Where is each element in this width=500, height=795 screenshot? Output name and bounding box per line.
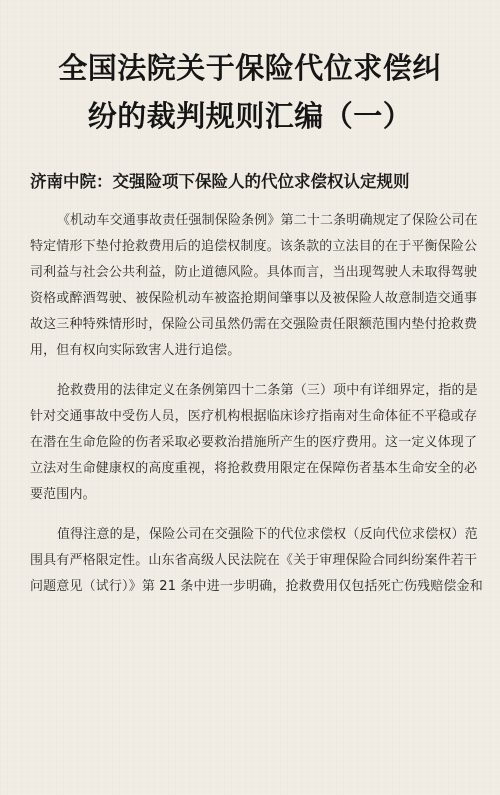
paragraph-line: 特定情形下垫付抢救费用后的追偿权制度。该条款的立法目的在于平衡保险公 [30, 239, 478, 254]
paragraph-line: 用，但有权向实际致害人进行追偿。 [30, 343, 241, 358]
paragraph-1 [30, 208, 478, 364]
paragraph-line: 要范围内。 [30, 487, 96, 502]
paragraph-line: 抢救费用的法律定义在条例第四十二条第（三）项中有详细界定，指的是 [57, 383, 478, 398]
paragraph-3 [30, 522, 483, 600]
paragraph-line: 资格或醉酒驾驶、被保险机动车被盗抢期间肇事以及被保险人故意制造交通事 [30, 291, 478, 306]
paragraph-line: 围具有严格限定性。山东省高级人民法院在《关于审理保险合同纠纷案件若干 [30, 553, 478, 568]
title-line-2: 纷的裁判规则汇编（一） [87, 99, 413, 133]
paragraph-line: 针对交通事故中受伤人员，医疗机构根据临床诊疗指南对生命体征不平稳或存 [30, 409, 478, 424]
paragraph-2 [30, 378, 478, 508]
document-title [30, 44, 470, 140]
section-heading: 济南中院：交强险项下保险人的代位求偿权认定规则 [30, 172, 410, 191]
paragraph-line: 立法对生命健康权的高度重视，将抢救费用限定在保障伤者基本生命安全的必 [30, 461, 478, 476]
paragraph-line: 故这三种特殊情形时，保险公司虽然仍需在交强险责任限额范围内垫付抢救费 [30, 317, 478, 332]
paragraph-line: 问题意见（试行）》第 21 条中进一步明确，抢救费用仅包括死亡伤残赔偿金和 [30, 579, 483, 594]
paragraph-line: 值得注意的是，保险公司在交强险下的代位求偿权（反向代位求偿权）范 [57, 527, 478, 542]
paragraph-line: 在潜在生命危险的伤者采取必要救治措施所产生的医疗费用。这一定义体现了 [30, 435, 478, 450]
paragraph-line: 《机动车交通事故责任强制保险条例》第二十二条明确规定了保险公司在 [57, 213, 478, 228]
title-line-1: 全国法院关于保险代位求偿纠 [58, 51, 442, 85]
paragraph-line: 司利益与社会公共利益，防止道德风险。具体而言，当出现驾驶人未取得驾驶 [30, 265, 478, 280]
